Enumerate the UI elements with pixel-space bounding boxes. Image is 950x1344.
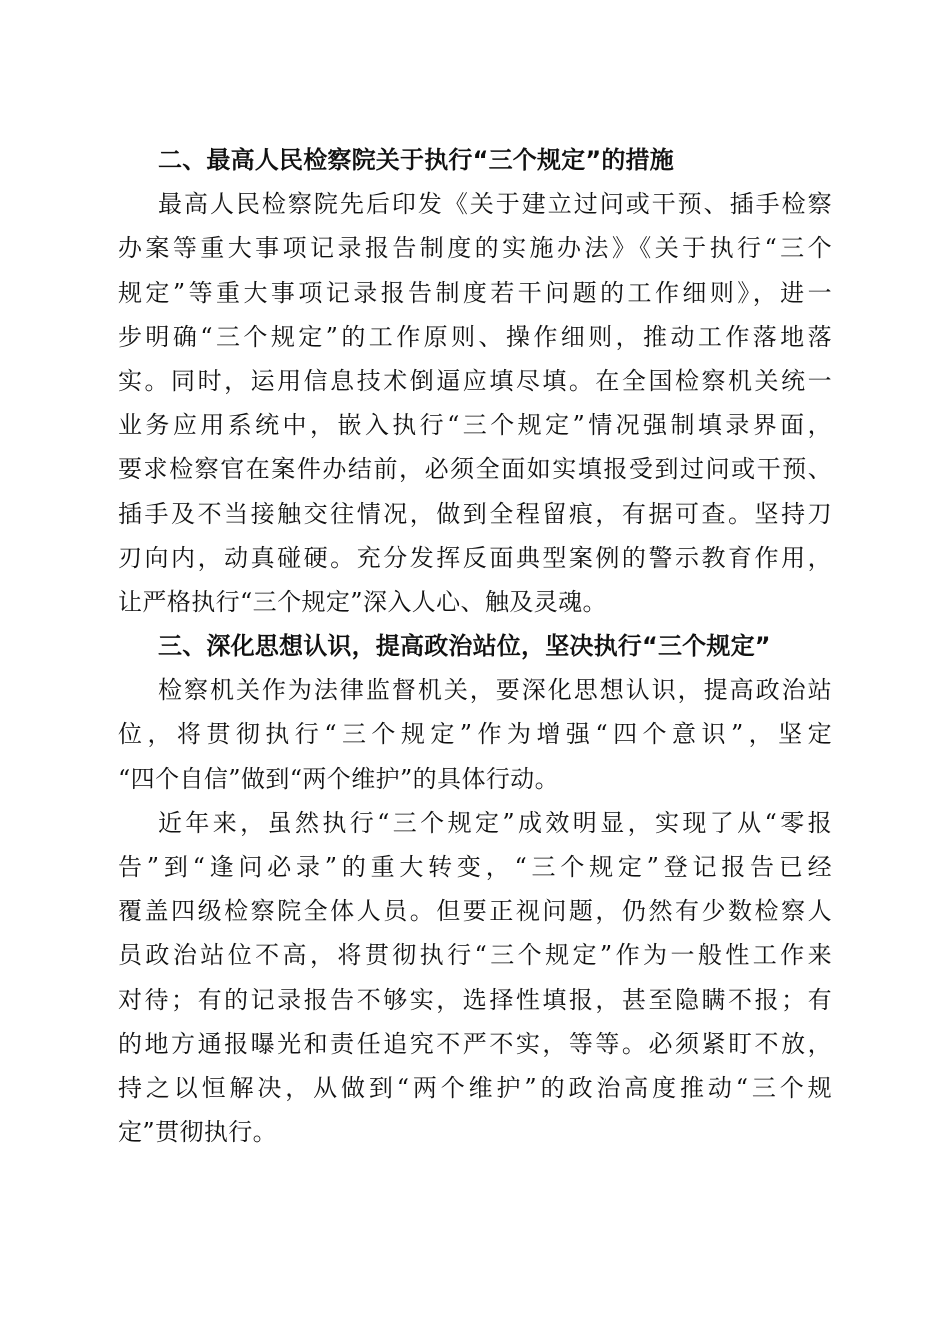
paragraph-line: 位，将贯彻执行“三个规定”作为增强“四个意识”，坚定: [118, 720, 832, 749]
paragraph-line: 要求检察官在案件办结前，必须全面如实填报受到过问或干预、: [118, 455, 832, 484]
paragraph-line: 步明确“三个规定”的工作原则、操作细则，推动工作落地落: [118, 322, 832, 351]
paragraph-line: 检察机关作为法律监督机关，要深化思想认识，提高政治站: [158, 676, 832, 705]
paragraph-line: 告”到“逢问必录”的重大转变，“三个规定”登记报告已经: [118, 853, 832, 881]
paragraph-line: 规定”等重大事项记录报告制度若干问题的工作细则》，进一: [118, 278, 832, 307]
paragraph-line: “四个自信”做到“两个维护”的具体行动。: [118, 764, 560, 793]
section-heading: 二、最高人民检察院关于执行“三个规定”的措施: [158, 146, 674, 174]
paragraph-line: 实。同时，运用信息技术倒逼应填尽填。在全国检察机关统一: [118, 366, 832, 395]
paragraph-line: 刃向内，动真碰硬。充分发挥反面典型案例的警示教育作用，: [118, 543, 832, 572]
paragraph-line: 的地方通报曝光和责任追究不严不实，等等。必须紧盯不放，: [118, 1029, 832, 1058]
section-heading: 三、深化思想认识，提高政治站位，坚决执行“三个规定”: [158, 632, 771, 661]
paragraph-line: 插手及不当接触交往情况，做到全程留痕，有据可查。坚持刀: [118, 499, 832, 528]
paragraph: [118, 801, 832, 1155]
paragraph: [118, 182, 832, 624]
paragraph-line: 近年来，虽然执行“三个规定”成效明显，实现了从“零报: [158, 808, 832, 837]
paragraph-line: 员政治站位不高，将贯彻执行“三个规定”作为一般性工作来: [118, 941, 832, 970]
paragraph-line: 业务应用系统中，嵌入执行“三个规定”情况强制填录界面，: [118, 411, 832, 440]
paragraph-line: 让严格执行“三个规定”深入人心、触及灵魂。: [118, 587, 607, 616]
document-page: [118, 138, 832, 1154]
paragraph-line: 覆盖四级检察院全体人员。但要正视问题，仍然有少数检察人: [118, 897, 832, 926]
paragraph: [118, 668, 832, 801]
paragraph-line: 最高人民检察院先后印发《关于建立过问或干预、插手检察: [158, 190, 832, 219]
paragraph-line: 定”贯彻执行。: [118, 1118, 278, 1147]
paragraph-line: 对待；有的记录报告不够实，选择性填报，甚至隐瞒不报；有: [118, 985, 832, 1014]
paragraph-line: 持之以恒解决，从做到“两个维护”的政治高度推动“三个规: [118, 1073, 832, 1102]
paragraph-line: 办案等重大事项记录报告制度的实施办法》《关于执行“三个: [118, 234, 832, 263]
